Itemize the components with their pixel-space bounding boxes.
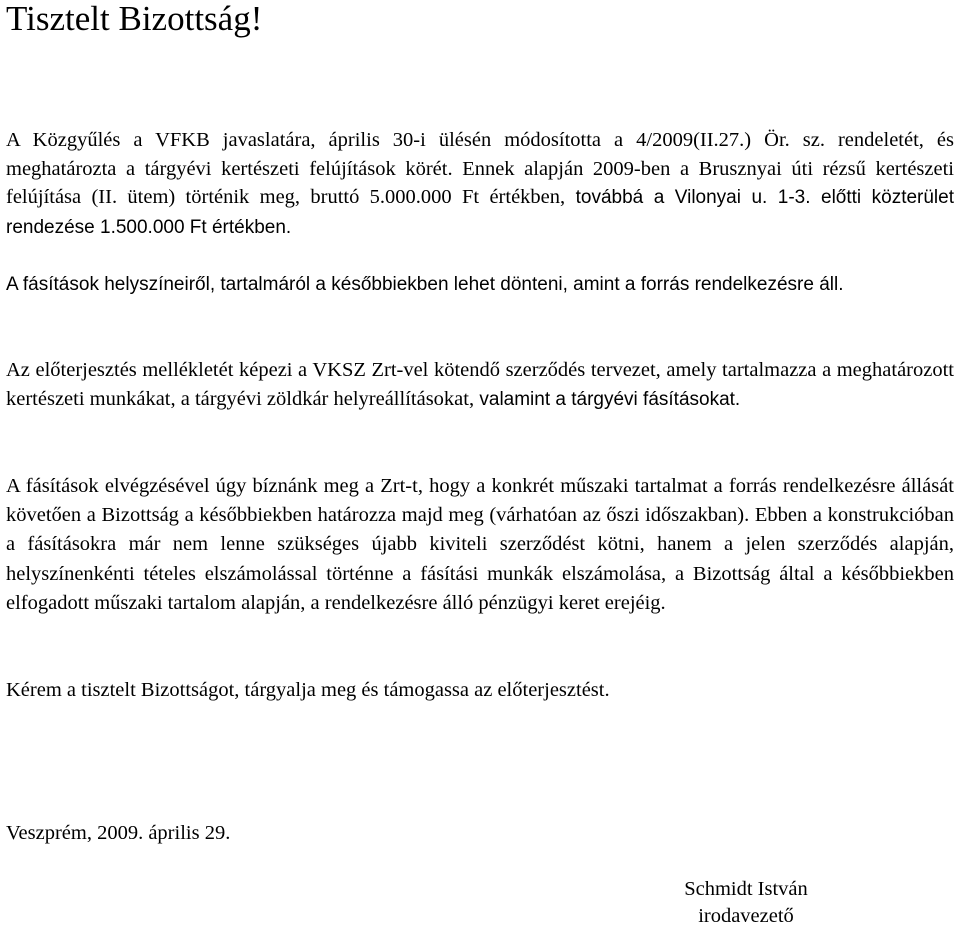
paragraph-contract-attachment	[6, 356, 954, 414]
paragraph-budget-text-continued: továbbá a Vilonyai u. 1-3. előtti közterület rendezése 1.500.000 Ft értékben.	[6, 187, 954, 238]
signature-title: irodavezető	[698, 905, 794, 927]
paragraph-budget	[6, 126, 954, 242]
signature-name: Schmidt István	[684, 878, 808, 900]
paragraph-request: Kérem a tisztelt Bizottságot, tárgyalja meg és támogassa az előterjesztést.	[6, 679, 610, 701]
paragraph-contract-text-continued: valamint a tárgyévi fásításokat.	[474, 388, 741, 410]
paragraph-contract-text: Az előterjesztés mellékletét képezi a VKSZ Zrt-vel kötendő szerződés tervezet, amely tartalmazza a meghatározott kertészeti munkákat, a tárgyévi zöldkár helyreállításokat,	[6, 359, 954, 410]
paragraph-commission: A fásítások elvégzésével úgy bíznánk meg a Zrt-t, hogy a konkrét műszaki tartalmat a forrás rendelkezésre állását követően a Bizottság a későbbiekben határozza majd meg (várhatóan az őszi időszakban). Ebben a konstrukcióban a fásításokra már nem lenne szükséges újabb kiviteli szerződést kötni, hanem a jelen szerződés alapján, helyszínenkénti tételes elszámolással történne a fásítási munkák elszámolása, a Bizottság által a későbbiekben elfogadott műszaki tartalom alapján, a rendelkezésre álló pénzügyi keret erejéig.	[6, 475, 954, 614]
paragraph-tree-planting: A fásítások helyszíneiről, tartalmáról a későbbiekben lehet dönteni, amint a forrás rendelkezésre áll.	[6, 274, 844, 295]
date-line: Veszprém, 2009. április 29.	[6, 822, 231, 844]
salutation-heading: Tisztelt Bizottság!	[6, 0, 263, 38]
signature-block	[668, 876, 824, 930]
paragraph-budget-text: A Közgyűlés a VFKB javaslatára, április 30-i ülésén módosította a 4/2009(II.27.) Ör. sz. rendeletét, és meghatározta a tárgyévi kertészeti felújítások körét. Ennek alapján 2009-ben a Brusznyai úti rézsű kertészeti felújítása (II. ütem) történik meg, bruttó 5.000.000 Ft értékben,	[6, 129, 954, 209]
